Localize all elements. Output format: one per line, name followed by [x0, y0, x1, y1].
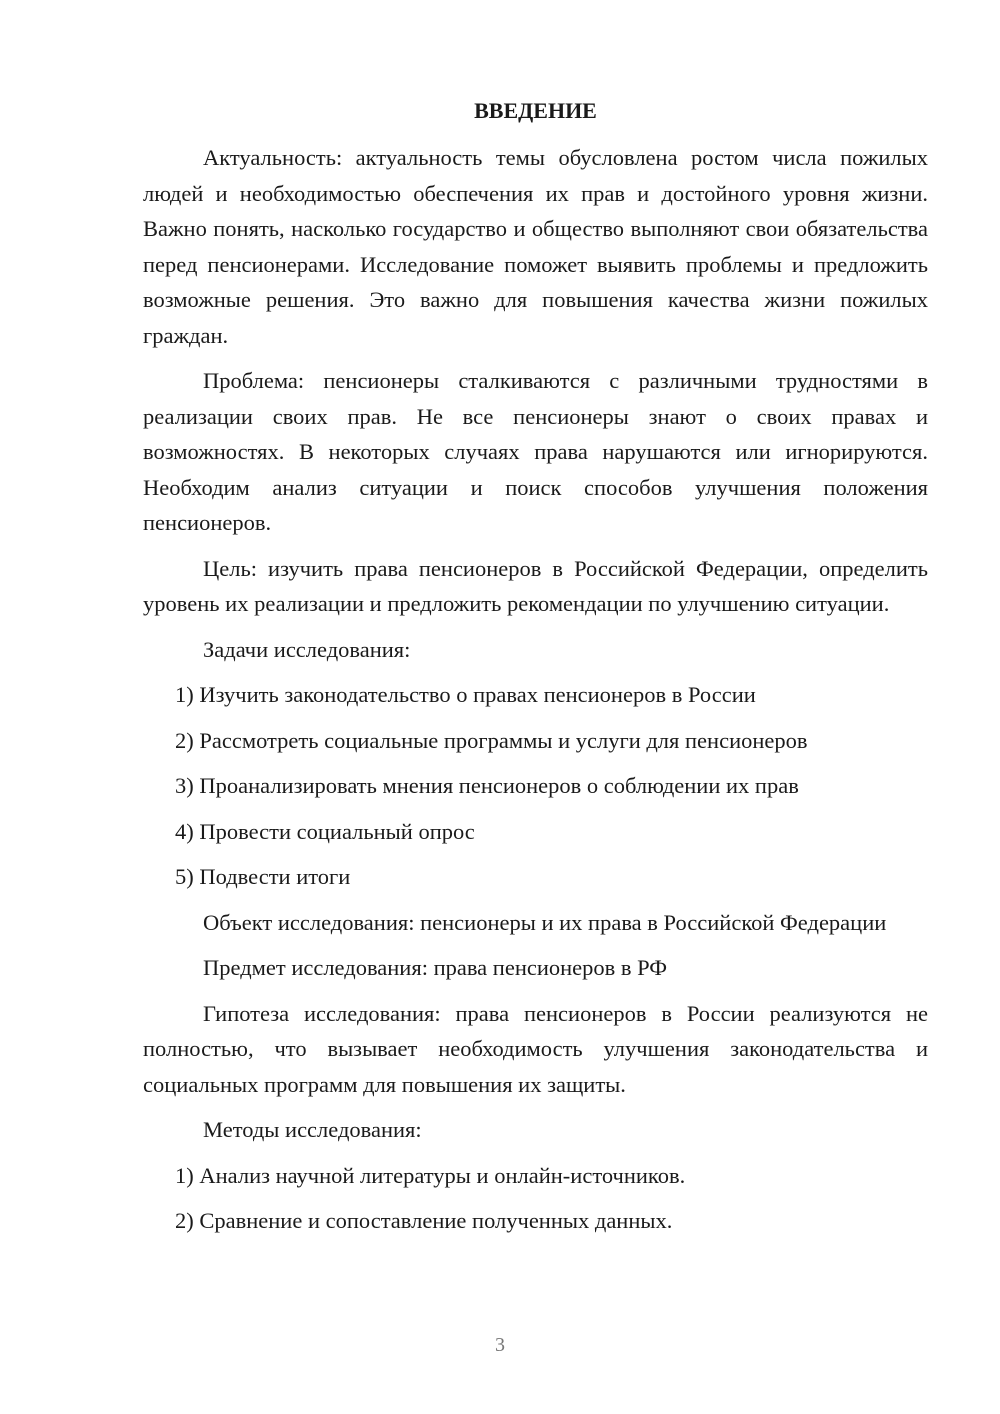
section-heading: ВВЕДЕНИЕ	[474, 98, 597, 123]
list-item: 5) Подвести итоги	[175, 864, 351, 889]
tasks-title: Задачи исследования:	[203, 636, 411, 662]
list-item: 2) Сравнение и сопоставление полученных данных.	[175, 1208, 673, 1233]
methods-title: Методы исследования:	[203, 1117, 422, 1142]
list-item: 4) Провести социальный опрос	[175, 818, 475, 844]
page-number: 3	[495, 1334, 505, 1356]
list-item: 2) Рассмотреть социальные программы и услуги для пенсионеров	[175, 727, 808, 753]
methods-list	[143, 1158, 928, 1239]
list-item: 1) Анализ научной литературы и онлайн-источников.	[175, 1162, 686, 1188]
paragraph-goal: Цель: изучить права пенсионеров в Российской Федерации, определить уровень их реализации и предложить рекомендации по улучшению ситуации.	[143, 555, 928, 616]
tasks-list	[143, 677, 928, 895]
paragraph-relevance: Актуальность: актуальность темы обусловлена ростом числа пожилых людей и необходимостью обеспечения их прав и достойного уровня жизни. Важно понять, насколько государство и общество выполняют свои обязательства перед пенсионерами. Исследование поможет выявить проблемы и предложить возможные решения. Это важно для повышения качества жизни пожилых граждан.	[143, 145, 928, 348]
paragraph-problem: Проблема: пенсионеры сталкиваются с различными трудностями в реализации своих прав. Не все пенсионеры знают о своих правах и возможностях. В некоторых случаях права нарушаются или игнорируются. Необходим анализ ситуации и поиск способов улучшения положения пенсионеров.	[143, 368, 928, 535]
list-item: 3) Проанализировать мнения пенсионеров о соблюдении их прав	[175, 773, 799, 798]
paragraph-object: Объект исследования: пенсионеры и их права в Российской Федерации	[203, 909, 887, 935]
paragraph-hypothesis: Гипотеза исследования: права пенсионеров в России реализуются не полностью, что вызывает необходимость улучшения законодательства и социальных программ для повышения их защиты.	[143, 1000, 928, 1097]
paragraph-subject: Предмет исследования: права пенсионеров в РФ	[203, 955, 668, 980]
list-item: 1) Изучить законодательство о правах пенсионеров в России	[175, 682, 756, 707]
